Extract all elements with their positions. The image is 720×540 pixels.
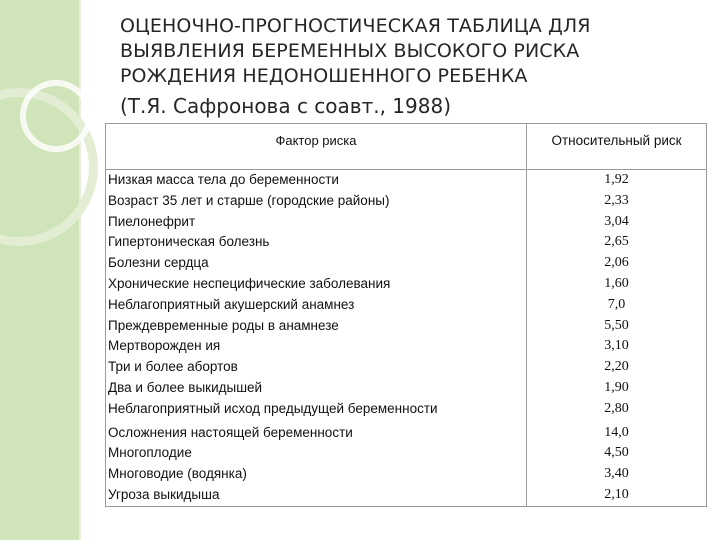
table-row xyxy=(106,212,706,233)
factor-cell: Возраст 35 лет и старше (городские районы) xyxy=(108,192,390,208)
factor-cell: Пиелонефрит xyxy=(108,213,196,229)
factor-cell: Осложнения настоящей беременности xyxy=(108,424,353,440)
factor-cell: Угроза выкидыша xyxy=(108,486,220,502)
table-row xyxy=(106,378,706,399)
risk-cell: 2,20 xyxy=(604,359,629,375)
factor-cell: Неблагоприятный исход предыдущей беременности xyxy=(108,400,438,416)
risk-cell: 1,90 xyxy=(604,379,629,395)
risk-cell: 2,80 xyxy=(604,400,629,416)
risk-cell: 2,65 xyxy=(604,234,629,250)
slide-subtitle: (Т.Я. Сафронова с соавт., 1988) xyxy=(120,94,452,118)
factor-cell: Два и более выкидышей xyxy=(108,379,263,395)
title-line: РОЖДЕНИЯ НЕДОНОШЕННОГО РЕБЕНКА xyxy=(120,65,528,87)
factor-cell: Хронические неспецифические заболевания xyxy=(108,275,391,291)
table-row xyxy=(106,485,706,506)
table-row xyxy=(106,274,706,295)
risk-cell: 2,06 xyxy=(604,255,629,271)
table-body xyxy=(106,170,706,506)
factor-cell: Преждевременные роды в анамнезе xyxy=(108,317,339,333)
table-row xyxy=(106,464,706,485)
table-row xyxy=(106,423,706,444)
risk-cell: 7,0 xyxy=(607,296,626,312)
table-row xyxy=(106,191,706,212)
risk-cell: 3,40 xyxy=(604,466,629,482)
factor-cell: Болезни сердца xyxy=(108,255,209,271)
risk-cell: 2,10 xyxy=(604,486,629,502)
table-row xyxy=(106,170,706,191)
factor-cell: Многоводие (водянка) xyxy=(108,466,247,482)
factor-cell: Низкая масса тела до беременности xyxy=(108,172,339,187)
table-row xyxy=(106,357,706,378)
risk-cell: 3,04 xyxy=(604,213,629,229)
title-line: ВЫЯВЛЕНИЯ БЕРЕМЕННЫХ ВЫСОКОГО РИСКА xyxy=(120,40,580,62)
risk-cell: 4,50 xyxy=(604,445,629,461)
factor-cell: Гипертоническая болезнь xyxy=(108,234,270,250)
title-line: ОЦЕНОЧНО-ПРОГНОСТИЧЕСКАЯ ТАБЛИЦА ДЛЯ xyxy=(120,15,591,37)
table-row xyxy=(106,253,706,274)
header-relative-risk: Относительный риск xyxy=(526,124,706,169)
table-row xyxy=(106,443,706,464)
slide-title xyxy=(120,14,700,89)
risk-cell: 2,33 xyxy=(604,192,629,208)
decorative-ring-small xyxy=(20,80,92,152)
table-row xyxy=(106,316,706,337)
risk-cell: 5,50 xyxy=(604,317,629,333)
risk-cell: 1,60 xyxy=(604,275,629,291)
risk-cell: 1,92 xyxy=(604,172,629,187)
risk-table xyxy=(105,123,707,507)
table-row xyxy=(106,232,706,253)
table-row xyxy=(106,336,706,357)
table-header xyxy=(106,124,706,170)
factor-cell: Три и более абортов xyxy=(108,359,238,375)
header-factor: Фактор риска xyxy=(275,133,357,148)
factor-cell: Мертворожден ия xyxy=(108,338,221,354)
table-row xyxy=(106,295,706,316)
factor-cell: Неблагоприятный акушерский анамнез xyxy=(108,296,355,312)
factor-cell: Многоплодие xyxy=(108,445,192,461)
risk-cell: 14,0 xyxy=(604,424,629,440)
accent-divider xyxy=(79,0,81,540)
risk-cell: 3,10 xyxy=(604,338,629,354)
table-row xyxy=(106,399,706,420)
